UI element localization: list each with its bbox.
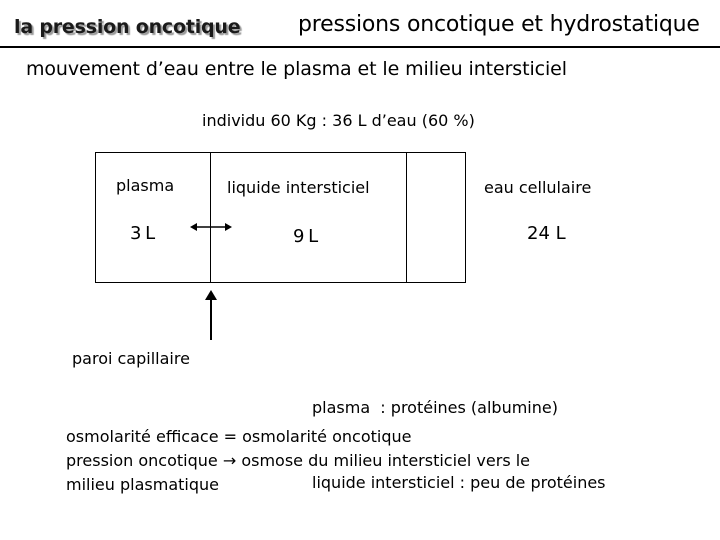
- compartment-interstitial-label: liquide intersticiel: [227, 178, 370, 197]
- exchange-double-arrow-icon: [190, 220, 232, 234]
- section-title: la pression oncotique: [14, 16, 241, 38]
- osmolarity-line-1: osmolarité efficace = osmolarité oncotique: [66, 427, 412, 446]
- cell-membrane-divider: [406, 153, 407, 282]
- capillary-wall-label: paroi capillaire: [72, 349, 190, 368]
- compartments-box: [95, 152, 466, 283]
- capillary-wall-divider: [210, 153, 211, 282]
- osmolarity-note: [66, 425, 530, 497]
- implies-arrow-icon: →: [222, 451, 237, 470]
- compartment-plasma-label: plasma: [116, 176, 175, 195]
- oncotic-pressure-text: pression oncotique: [66, 451, 218, 470]
- compartment-cellular-label: eau cellulaire: [484, 178, 592, 197]
- plasma-volume: 3 L: [130, 223, 156, 244]
- individual-water-note: individu 60 Kg : 36 L d’eau (60 %): [202, 111, 475, 130]
- protein-plasma-line: plasma : protéines (albumine): [312, 398, 558, 417]
- capillary-wall-pointer: [210, 300, 212, 340]
- protein-interstitial-line: liquide intersticiel : peu de protéines: [312, 473, 606, 492]
- slide-title: pressions oncotique et hydrostatique: [298, 12, 700, 37]
- osmolarity-line-2: [66, 449, 530, 473]
- cellular-volume: 24 L: [527, 223, 566, 244]
- title-underline: [0, 46, 720, 48]
- osmolarity-line-3: milieu plasmatique: [66, 475, 219, 494]
- subtitle: mouvement d’eau entre le plasma et le milieu intersticiel: [26, 58, 567, 80]
- interstitial-volume: 9 L: [293, 226, 319, 247]
- osmosis-text: osmose du milieu intersticiel vers le: [241, 451, 531, 470]
